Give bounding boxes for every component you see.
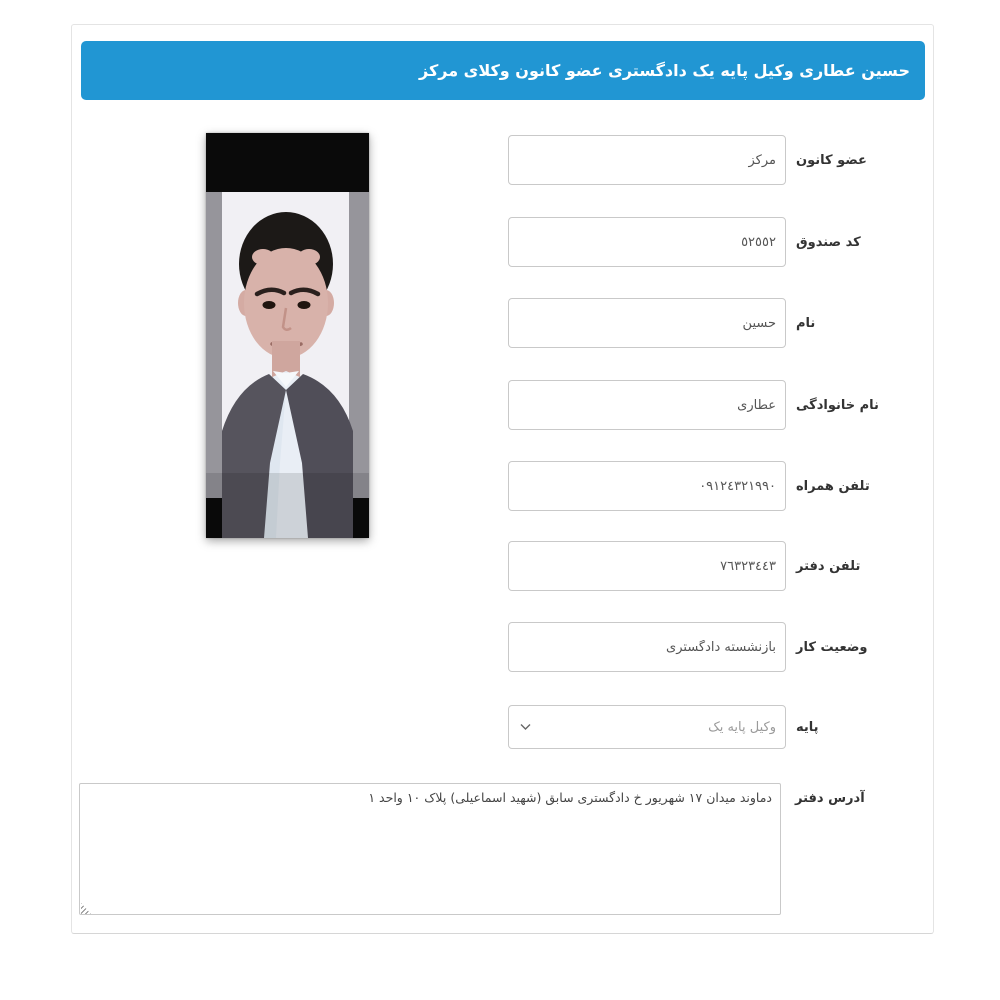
profile-card [71,24,934,934]
work-status-label: وضعیت کار [796,639,868,655]
form-row-work-status [508,622,946,672]
last-name-label: نام خانوادگی [796,397,879,413]
work-status-input[interactable] [508,622,786,672]
fund-code-label: کد صندوق [796,234,861,250]
form-row-office-phone [508,541,946,591]
form-row-member [508,135,946,185]
form-row-last-name [508,380,946,430]
portrait-illustration [206,133,369,538]
office-address-textarea[interactable] [79,783,781,915]
grade-select-value: وکیل پایه یک [708,719,776,735]
mobile-phone-input[interactable] [508,461,786,511]
member-of-bar-label: عضو کانون [796,152,867,168]
form-row-first-name [508,298,946,348]
member-of-bar-input[interactable] [508,135,786,185]
form-row-mobile-phone [508,461,946,511]
grade-label: پایه [796,719,819,735]
form-row-fund-code [508,217,946,267]
office-address-label: آدرس دفتر [795,791,865,806]
office-phone-label: تلفن دفتر [796,558,861,574]
page-title: حسین عطاری وکیل پایه یک دادگستری عضو کانون وکلای مرکز [81,41,925,100]
first-name-input[interactable] [508,298,786,348]
lawyer-portrait-photo [206,133,369,538]
fund-code-input[interactable] [508,217,786,267]
office-phone-input[interactable] [508,541,786,591]
form-row-grade [508,705,946,749]
grade-select[interactable] [508,705,786,749]
first-name-label: نام [796,315,816,331]
last-name-input[interactable] [508,380,786,430]
mobile-phone-label: تلفن همراه [796,478,870,494]
chevron-down-icon [520,724,531,731]
